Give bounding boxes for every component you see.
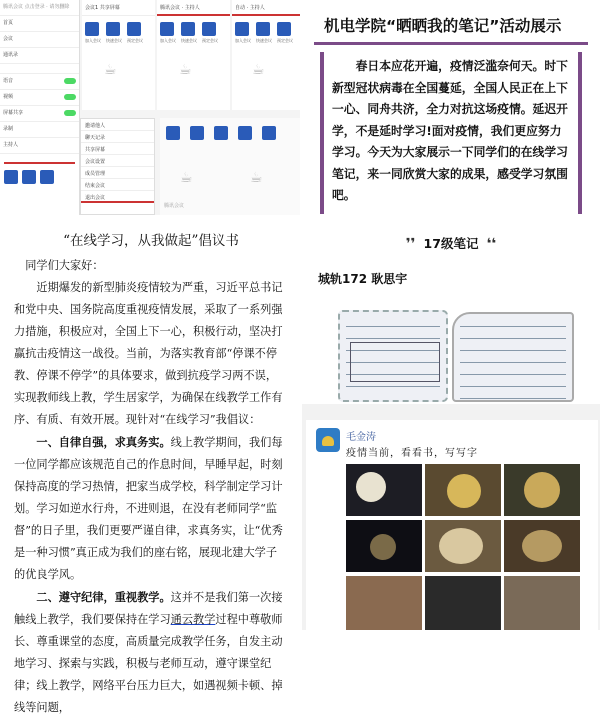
app-label: 加入会议 [85, 38, 101, 43]
join-icon [85, 22, 99, 36]
settings-row[interactable] [0, 74, 79, 90]
toggle-switch[interactable] [64, 110, 76, 116]
menu-item[interactable]: 会议设置 [81, 155, 154, 167]
meeting-screen-lower [160, 118, 300, 215]
document-paragraph [14, 586, 288, 719]
post-photo[interactable] [346, 520, 422, 572]
coffee-watermark-icon: ☕ [252, 62, 265, 78]
toggle-switch[interactable] [64, 94, 76, 100]
coffee-watermark-icon: ☕ [104, 62, 117, 78]
toggle-switch[interactable] [64, 78, 76, 84]
paragraph-text: 线上教学期间，我们每一位同学都应该规范自己的作息时间，早睡早起，时刻保持高度的学习热情，把家当成学校，科学制定学习计划。学习如逆水行舟，不进则退，在没有老师同学“监督”的日子里，我们更要严谨自律，求真务实，让“优秀是一种习惯”真正成为我们的座右铭，展现北建大学子的优良学风。 [14, 436, 283, 581]
app-label: 加入会议 [160, 38, 176, 43]
settings-row-label: 会议 [3, 36, 14, 42]
app-grid [232, 16, 300, 50]
calendar-icon [202, 22, 216, 36]
activity-poster [302, 0, 600, 292]
ruled-line [460, 326, 566, 327]
settings-row[interactable] [0, 16, 79, 32]
page-glow [439, 528, 483, 564]
app-label: 预定会议 [277, 38, 293, 43]
quote-right-icon: ❛❛ [486, 236, 497, 252]
document-title: “在线学习，从我做起”倡议书 [63, 233, 239, 249]
post-photo[interactable] [425, 464, 501, 516]
app-item[interactable] [127, 22, 143, 44]
join-icon [235, 22, 249, 36]
app-item[interactable] [277, 22, 293, 44]
coffee-watermark-icon: ☕ [250, 170, 263, 186]
calendar-icon [127, 22, 141, 36]
quote-left-icon: ❜❜ [405, 236, 416, 252]
settings-row[interactable] [0, 122, 79, 138]
settings-search-hint: 腾讯会议 点击登录 · 请勿删除 [0, 0, 79, 16]
app-label: 预定会议 [202, 38, 218, 43]
post-photo[interactable] [504, 464, 580, 516]
settings-row-label: 屏幕共享 [3, 110, 24, 116]
lightning-icon[interactable] [262, 126, 276, 140]
app-tile[interactable] [22, 170, 36, 184]
coffee-watermark-icon: ☕ [179, 62, 192, 78]
settings-row[interactable] [0, 106, 79, 122]
ruled-line [460, 386, 566, 387]
post-photo[interactable] [504, 576, 580, 630]
app-item[interactable] [106, 22, 122, 44]
platform-link[interactable]: 通云教学 [170, 613, 216, 626]
poster-body: 春日本应花开遍，疫情泛滥奈何天。时下新型冠状病毒在全国蔓延，全国人民正在上下一心、同舟共济，全力对抗这场疫情。延迟开学，不是延时学习!面对疫情，我们更应努力学习。今天为大家展示一下同学们的在线学习笔记，来一同欣赏大家的成果，感受学习氛围吧。 [332, 59, 568, 202]
settings-screen [0, 0, 80, 215]
book-glow [447, 474, 481, 508]
meeting-header: 自动 · 主持人 [232, 0, 300, 16]
app-label: 快速会议 [181, 38, 197, 43]
post-photo[interactable] [346, 464, 422, 516]
ruled-line [460, 374, 566, 375]
ruled-line [460, 398, 566, 399]
notebook-photo[interactable] [452, 312, 574, 402]
settings-row-label: 主持人 [3, 142, 19, 148]
settings-row[interactable] [0, 64, 79, 74]
menu-item[interactable]: 退出会议 [81, 191, 154, 203]
menu-item[interactable]: 结束会议 [81, 179, 154, 191]
menu-item[interactable]: 聊天记录 [81, 131, 154, 143]
app-grid [82, 16, 155, 50]
settings-row-label: 录制 [3, 126, 14, 132]
student-name: 城轨172 耿思宇 [318, 272, 408, 286]
meeting-screen [232, 0, 300, 110]
lightning-icon[interactable] [190, 126, 204, 140]
document-paragraph [14, 431, 288, 586]
settings-row-label: 语音 [3, 78, 14, 84]
app-item[interactable] [160, 22, 176, 44]
app-label: 加入会议 [235, 38, 251, 43]
section-heading [302, 234, 600, 252]
join-icon [160, 22, 174, 36]
settings-row[interactable] [0, 32, 79, 48]
document-paragraph: 近期爆发的新型肺炎疫情较为严重，习近平总书记和党中央、国务院高度重视疫情发展，采取了一系列强力措施，积极应对，全国上下一心，积极行动，坚决打赢抗击疫情这一战役。当前，为落实教育部“停课不停教、停课不停学”的具体要求，做到抗疫学习两不误，实现教师线上教，学生居家学，为确保在线教学工作有序、有质、有效开展。现针对“在线学习”我倡议： [14, 281, 283, 426]
avatar[interactable] [316, 428, 340, 452]
title-divider [314, 42, 588, 45]
app-item[interactable] [202, 22, 218, 44]
app-label: 快速会议 [256, 38, 272, 43]
screenshot-collage [0, 0, 300, 215]
app-item[interactable] [181, 22, 197, 44]
app-grid [160, 118, 300, 148]
join-icon[interactable] [166, 126, 180, 140]
ruled-line [346, 326, 440, 327]
ruled-line [346, 338, 440, 339]
book-glow [522, 530, 562, 562]
lightning-icon [256, 22, 270, 36]
post-photo[interactable] [346, 576, 422, 630]
ruled-line [346, 386, 440, 387]
sketch-diagram [350, 342, 440, 382]
coffee-watermark-icon: ☕ [180, 170, 193, 186]
paragraph-heading: 二、遵守纪律，重视教学。 [36, 590, 171, 604]
avatar-figure [322, 436, 334, 446]
lightning-icon [181, 22, 195, 36]
settings-row[interactable] [0, 48, 79, 64]
calendar-icon [277, 22, 291, 36]
book-glow [370, 534, 396, 560]
calendar-icon[interactable] [214, 126, 228, 140]
post-photo[interactable] [504, 520, 580, 572]
book-glow [524, 472, 560, 508]
app-item[interactable] [85, 22, 101, 44]
paragraph-text: 这并不是我们第一次接触线上教学，我们要保持在学习 [14, 591, 283, 626]
lightning-icon [106, 22, 120, 36]
proposal-document [0, 215, 300, 714]
meeting-screen [82, 0, 155, 110]
paragraph-text: 过程中尊敬师长、尊重课堂的态度，高质量完成教学任务，自发主动地学习、探索与实践，积极与老师互动，遵守课堂纪律；线上教学，网络平台压力巨大，如遇视频卡顿、掉线等问题， [14, 613, 283, 714]
post-photo[interactable] [425, 520, 501, 572]
ruled-line [460, 338, 566, 339]
app-label: 快速会议 [106, 38, 122, 43]
app-grid [157, 16, 230, 50]
app-tile[interactable] [4, 170, 18, 184]
watermark-text: 腾讯会议 [164, 203, 185, 209]
social-post [302, 404, 600, 630]
section-title: 17级笔记 [423, 236, 479, 251]
poster-text-box [320, 52, 582, 214]
settings-row-label: 通讯录 [3, 52, 19, 58]
post-card [306, 420, 598, 630]
meeting-screen [157, 0, 230, 110]
lamp-glow [356, 472, 386, 502]
app-item[interactable] [256, 22, 272, 44]
poster-title: 机电学院“晒晒我的笔记”活动展示 [324, 17, 562, 35]
ruled-line [460, 350, 566, 351]
paragraph-heading: 一、自律自强，求真务实。 [36, 435, 171, 449]
app-tile[interactable] [40, 170, 54, 184]
settings-row[interactable] [0, 90, 79, 106]
app-grid [0, 164, 79, 190]
app-label: 预定会议 [127, 38, 143, 43]
meeting-header: 会议1 共享屏幕 [82, 0, 155, 16]
settings-row[interactable] [0, 138, 79, 154]
notebook-photo[interactable] [338, 310, 448, 402]
menu-item[interactable]: 邀请他人 [81, 119, 154, 131]
post-photo[interactable] [425, 576, 501, 630]
post-text: 疫情当前，看看书，写写字 [346, 448, 478, 459]
meeting-header: 腾讯会议 · 主持人 [157, 0, 230, 16]
ruled-line [460, 362, 566, 363]
post-username[interactable]: 毛金涛 [346, 432, 376, 443]
document-greeting: 同学们大家好： [25, 259, 104, 272]
join-icon[interactable] [238, 126, 252, 140]
notebook-photos [302, 292, 600, 404]
settings-row-label: 视频 [3, 94, 14, 100]
settings-row-label: 首页 [3, 20, 14, 26]
menu-item[interactable]: 共享屏幕 [81, 143, 154, 155]
menu-item[interactable]: 成员管理 [81, 167, 154, 179]
app-item[interactable] [235, 22, 251, 44]
meeting-menu [80, 118, 155, 215]
